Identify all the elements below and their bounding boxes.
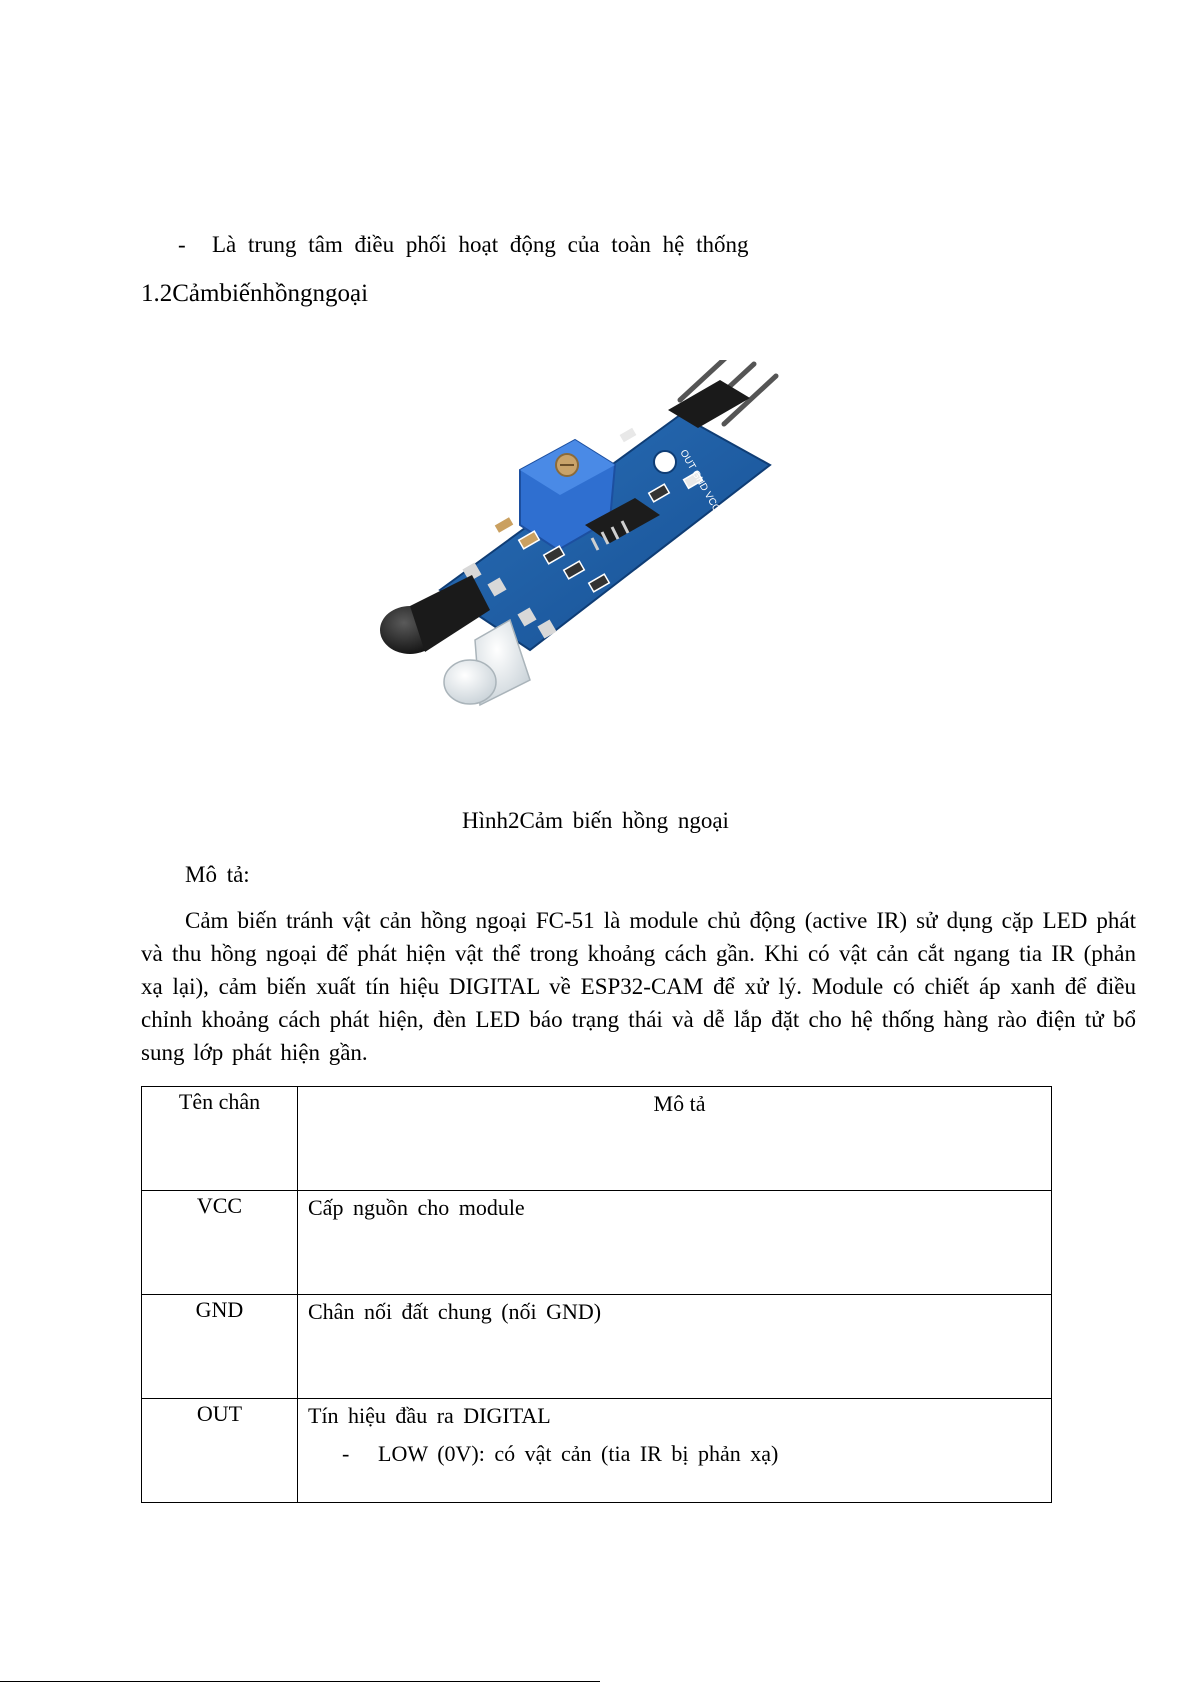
pin-name-cell: GND [142, 1295, 298, 1399]
table-header-row [142, 1087, 1052, 1191]
table-row [142, 1399, 1052, 1503]
header-desc-cell: Mô tả [298, 1087, 1052, 1191]
pin-desc-cell: Chân nối đất chung (nối GND) [298, 1295, 1052, 1399]
pin-desc-cell [298, 1399, 1052, 1503]
mounting-hole [654, 451, 676, 473]
description-paragraph: Cảm biến tránh vật cản hồng ngoại FC-51 là module chủ động (active IR) sử dụng cặp LED phát và thu hồng ngoại để phát hiện vật thể trong khoảng cách gần. Khi có vật cản cắt ngang tia IR (phản xạ lại), cảm biến xuất tín hiệu DIGITAL về ESP32-CAM để xử lý. Module có chiết áp xanh để điều chỉnh khoảng cách phát hiện, đèn LED báo trạng thái và dễ lắp đặt cho hệ thống hàng rào điện tử bổ sung lớp phát hiện gần. [141, 908, 1136, 1065]
header-pin-cell: Tên chân [142, 1087, 298, 1191]
pin-table [141, 1086, 1052, 1503]
table-row [142, 1295, 1052, 1399]
bullet-text: Là trung tâm điều phối hoạt động của toàn hệ thống [212, 232, 749, 257]
ir-receiver-led [380, 575, 490, 654]
footer-rule [0, 1681, 600, 1682]
table-row [142, 1191, 1052, 1295]
pin-name-cell: VCC [142, 1191, 298, 1295]
figure-caption: Hình2Cảm biến hồng ngoại [462, 808, 729, 833]
ir-sensor-figure [380, 360, 840, 770]
bullet-item [178, 232, 749, 258]
pin-desc-text: Tín hiệu đầu ra DIGITAL [308, 1403, 551, 1428]
description-label: Mô tả: [185, 862, 250, 887]
board-pin-label: OUT GND VCC [677, 448, 722, 514]
pin-desc-sub-text: LOW (0V): có vật cản (tia IR bị phản xạ) [378, 1441, 779, 1466]
board-model-label: FC-51 [634, 369, 661, 402]
bullet-dash: - [342, 1441, 350, 1466]
bullet-dash: - [178, 232, 186, 257]
pin-name-cell: OUT [142, 1399, 298, 1503]
pin-desc-cell: Cấp nguồn cho module [298, 1191, 1052, 1295]
section-heading: 1.2Cảmbiếnhồngngoại [141, 280, 369, 307]
pin-desc-sub-bullet [308, 1441, 1051, 1467]
